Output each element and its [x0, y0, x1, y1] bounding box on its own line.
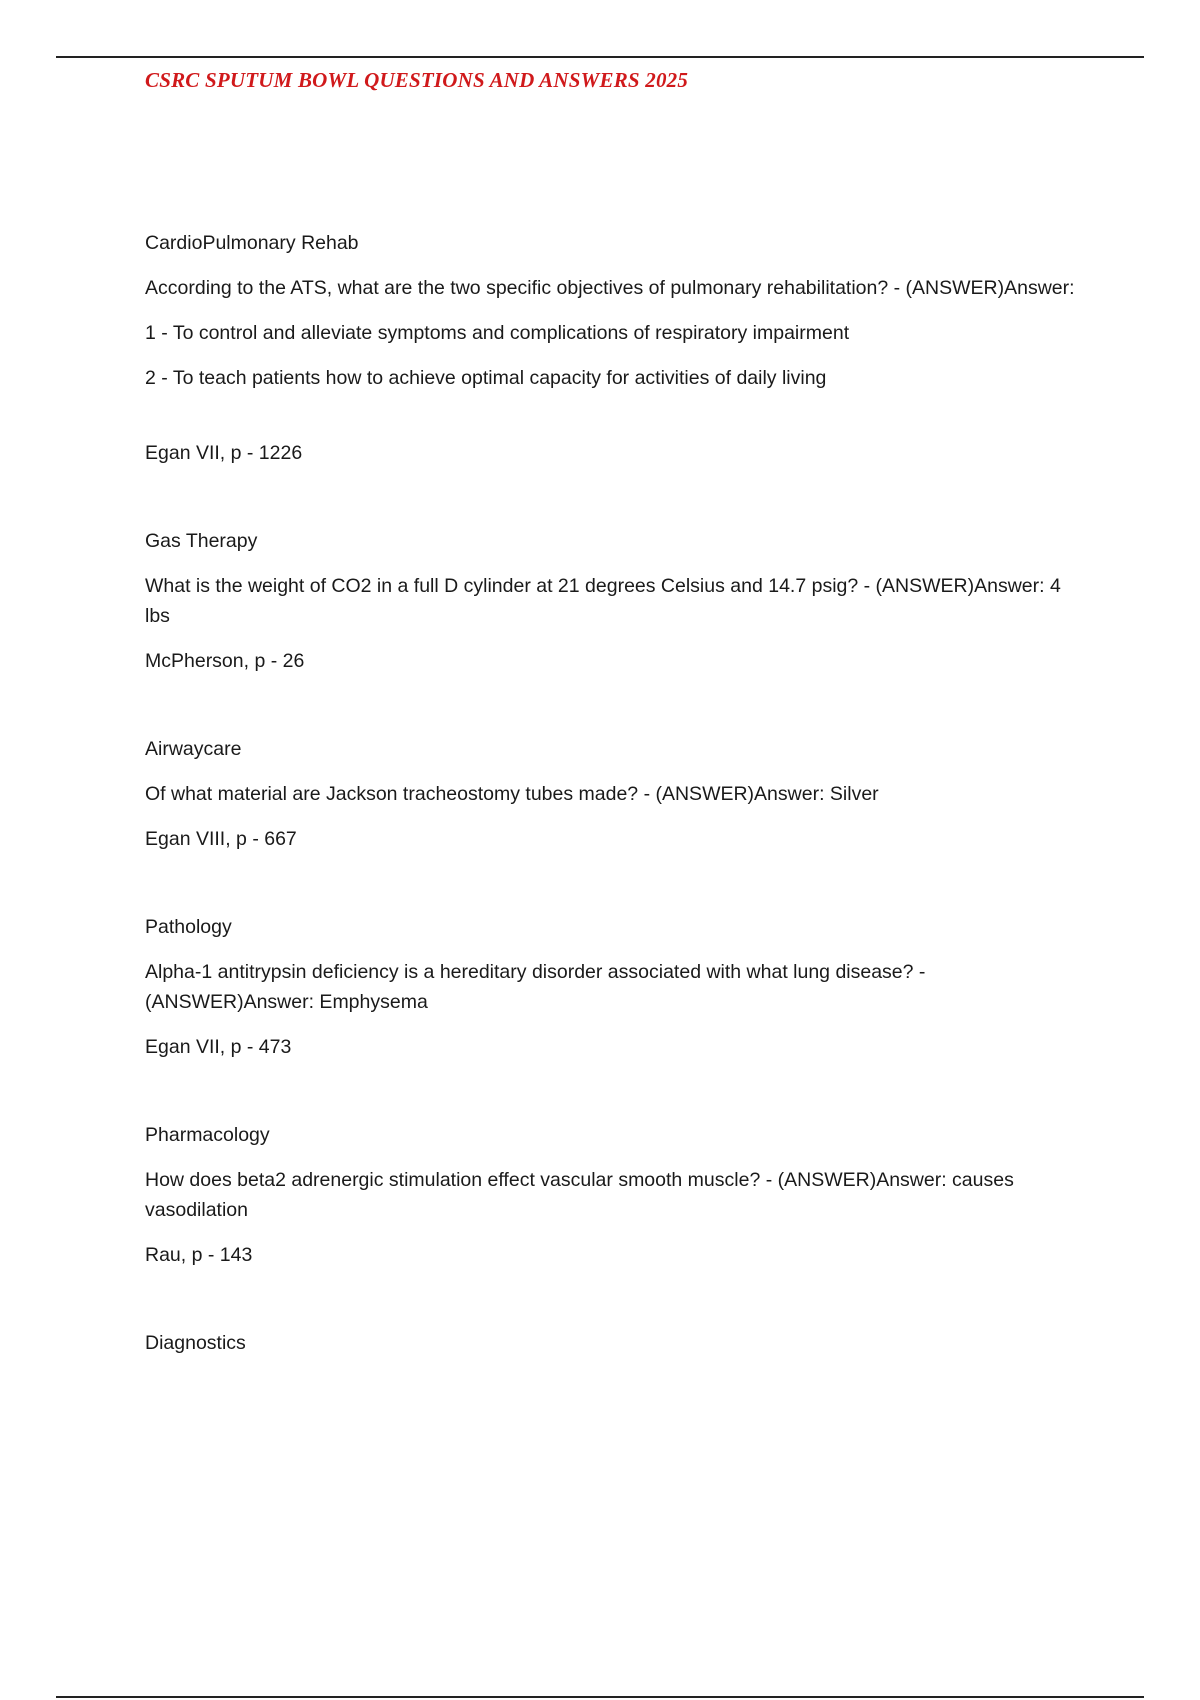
answer-line-2: 2 - To teach patients how to achieve optimal capacity for activities of daily living — [145, 367, 827, 389]
reference-text: McPherson, p - 26 — [145, 650, 305, 672]
reference-text: Egan VIII, p - 667 — [145, 828, 297, 850]
section-category: Pathology — [145, 916, 232, 938]
section-cardiopulmonary-rehab — [145, 228, 1090, 468]
section-category: CardioPulmonary Rehab — [145, 232, 359, 254]
answer-line-1: 1 - To control and alleviate symptoms and complications of respiratory impairment — [145, 322, 850, 344]
section-gas-therapy — [145, 526, 1090, 676]
question-text: According to the ATS, what are the two specific objectives of pulmonary rehabilitation? - (ANSWER)Answer: — [145, 277, 1075, 299]
reference-text: Rau, p - 143 — [145, 1244, 253, 1266]
question-text: What is the weight of CO2 in a full D cylinder at 21 degrees Celsius and 14.7 psig? - (ANSWER)Answer: 4 lbs — [145, 575, 1061, 627]
document-body — [145, 228, 1090, 1373]
reference-text: Egan VII, p - 1226 — [145, 442, 303, 464]
reference-text: Egan VII, p - 473 — [145, 1036, 292, 1058]
question-text: How does beta2 adrenergic stimulation effect vascular smooth muscle? - (ANSWER)Answer: causes vasodilation — [145, 1169, 1014, 1221]
header-rule — [56, 56, 1144, 58]
section-airwaycare — [145, 734, 1090, 854]
section-category: Airwaycare — [145, 738, 242, 760]
footer-rule — [56, 1696, 1144, 1698]
section-category: Diagnostics — [145, 1332, 246, 1354]
question-text: Alpha-1 antitrypsin deficiency is a hereditary disorder associated with what lung disease? - (ANSWER)Answer: Emphysema — [145, 961, 926, 1013]
question-text: Of what material are Jackson tracheostomy tubes made? - (ANSWER)Answer: Silver — [145, 783, 879, 805]
section-pharmacology — [145, 1120, 1090, 1270]
section-category: Gas Therapy — [145, 530, 258, 552]
document-title: CSRC SPUTUM BOWL QUESTIONS AND ANSWERS 2025 — [145, 68, 689, 92]
section-diagnostics — [145, 1328, 1090, 1358]
section-pathology — [145, 912, 1090, 1062]
section-category: Pharmacology — [145, 1124, 270, 1146]
